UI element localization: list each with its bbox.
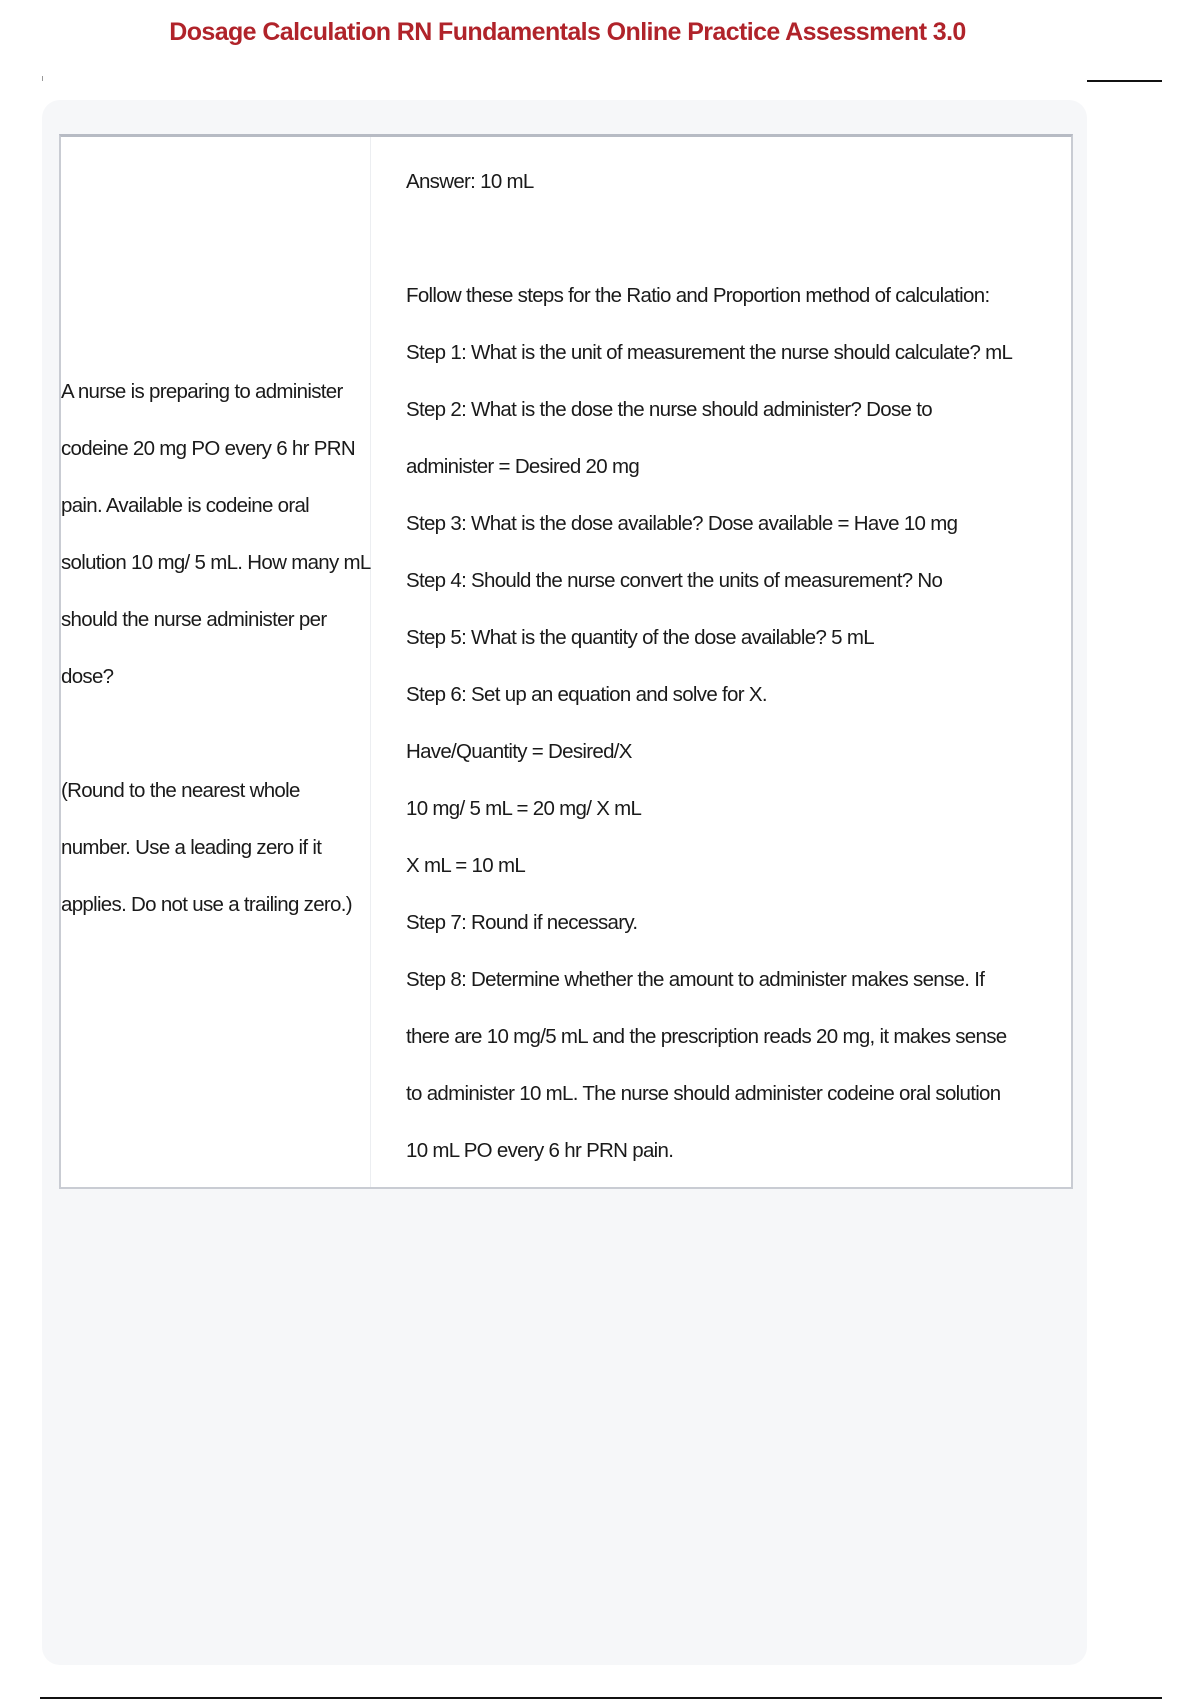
footer-rule [40,1697,1162,1699]
margin-tick [42,76,43,81]
question-spacer [61,705,370,762]
answer-step-line: 10 mL PO every 6 hr PRN pain. [406,1139,674,1162]
answer-step-line: Step 3: What is the dose available? Dose available = Have 10 mg [406,512,958,535]
answer-result: Answer: 10 mL [406,170,534,193]
answer-equation-line: 10 mg/ 5 mL = 20 mg/ X mL [406,797,642,820]
answer-step-line: Step 7: Round if necessary. [406,911,638,934]
header-rule [1087,80,1162,82]
answer-step-line: there are 10 mg/5 mL and the prescription reads 20 mg, it makes sense [406,1025,1007,1048]
answer-step-line: administer = Desired 20 mg [406,455,640,478]
answer-spacer [406,210,1051,267]
answer-step-line: to administer 10 mL. The nurse should administer codeine oral solution [406,1082,1001,1105]
answer-step-line: Step 2: What is the dose the nurse should administer? Dose to [406,398,932,421]
answer-step-line: Step 4: Should the nurse convert the units of measurement? No [406,569,943,592]
question-text: A nurse is preparing to administer codeine 20 mg PO every 6 hr PRN pain. Available is codeine oral solution 10 mg/ 5 mL. How many mL should the nurse administer per dose? [61,380,370,688]
answer-steps [406,324,1051,1179]
answer-step-line: Step 8: Determine whether the amount to administer makes sense. If [406,968,985,991]
answer-cell [371,137,1071,1187]
question-answer-table [59,134,1073,1189]
answer-equation-line: X mL = 10 mL [406,854,526,877]
answer-intro: Follow these steps for the Ratio and Proportion method of calculation: [406,284,990,307]
question-instructions: (Round to the nearest whole number. Use a leading zero if it applies. Do not use a trailing zero.) [61,779,352,916]
answer-step-line: Step 6: Set up an equation and solve for X. [406,683,767,706]
answer-step-line: Step 1: What is the unit of measurement the nurse should calculate? mL [406,341,1013,364]
document-title: Dosage Calculation RN Fundamentals Online Practice Assessment 3.0 [169,18,966,46]
answer-step-line: Step 5: What is the quantity of the dose available? 5 mL [406,626,874,649]
answer-equation-line: Have/Quantity = Desired/X [406,740,632,763]
question-cell [61,137,371,1187]
